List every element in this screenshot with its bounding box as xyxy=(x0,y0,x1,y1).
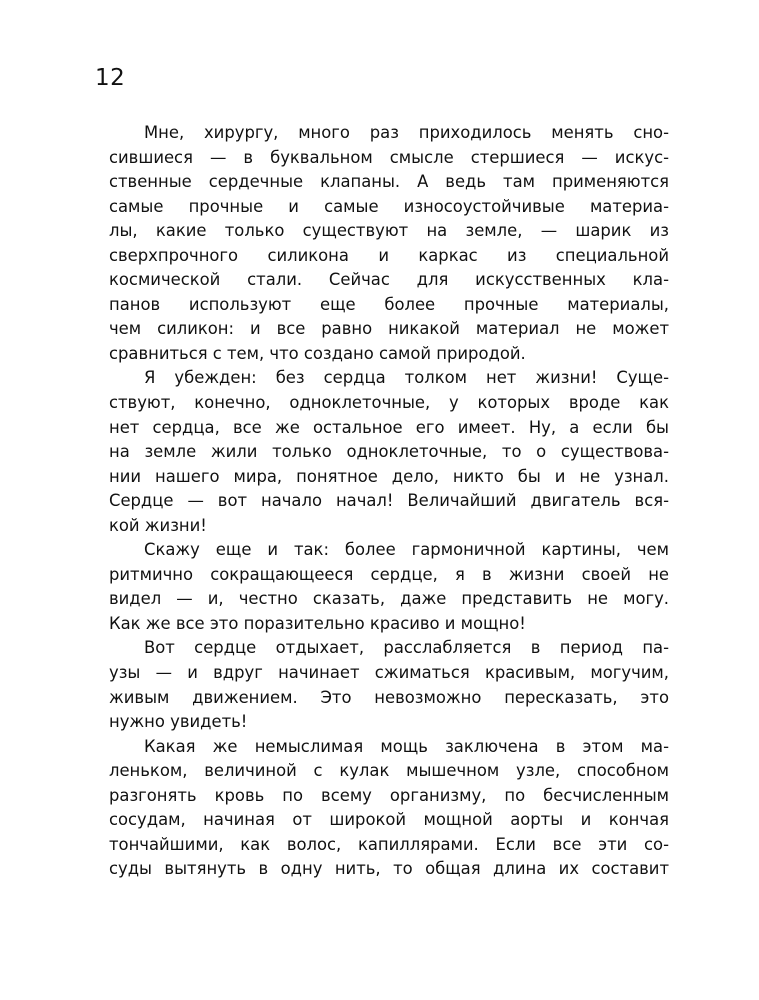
text-line: на земле жили только одноклеточные, то о существова- xyxy=(109,442,669,462)
text-line: сившиеся — в буквальном смысле стершиеся — искус- xyxy=(109,147,669,167)
text-line: ритмично сокращающееся сердце, я в жизни своей не xyxy=(109,564,669,584)
text-line: Какая же немыслимая мощь заключена в этом ма- xyxy=(144,736,669,756)
text-line: сверхпрочного силикона и каркас из специальной xyxy=(109,245,669,265)
text-line: лы, какие только существуют на земле, — шарик из xyxy=(109,221,669,241)
text-line: кой жизни! xyxy=(109,515,207,535)
page-number: 12 xyxy=(95,65,126,91)
text-line: Скажу еще и так: более гармоничной картины, чем xyxy=(144,540,669,560)
text-line: леньком, величиной с кулак мышечном узле, способном xyxy=(109,761,669,781)
text-line: космической стали. Сейчас для искусственных кла- xyxy=(109,270,669,290)
text-line: узы — и вдруг начинает сжиматься красивым, могучим, xyxy=(109,663,669,683)
text-line: Сердце — вот начало начал! Величайший двигатель вся- xyxy=(109,491,669,511)
text-line: живым движением. Это невозможно пересказать, это xyxy=(109,687,669,707)
text-line: панов используют еще более прочные материалы, xyxy=(109,294,669,314)
text-line: видел — и, честно сказать, даже представить не могу. xyxy=(109,589,669,609)
text-line: нии нашего мира, понятное дело, никто бы и не узнал. xyxy=(109,466,669,486)
text-line: тончайшими, как волос, капиллярами. Если все эти со- xyxy=(109,834,669,854)
text-line: Я убежден: без сердца толком нет жизни! Суще- xyxy=(144,368,669,388)
text-line: самые прочные и самые износоустойчивые материа- xyxy=(109,196,669,216)
text-line: суды вытянуть в одну нить, то общая длина их составит xyxy=(109,859,669,879)
text-line: нет сердца, все же остальное его имеет. Ну, а если бы xyxy=(109,417,669,437)
text-line: Мне, хирургу, много раз приходилось менять сно- xyxy=(144,123,669,142)
text-line: сосудам, начиная от широкой мощной аорты и кончая xyxy=(109,810,669,830)
text-line: Как же все это поразительно красиво и мощно! xyxy=(109,613,526,633)
text-line: сравниться с тем, что создано самой природой. xyxy=(109,343,526,363)
text-line: нужно увидеть! xyxy=(109,712,248,732)
body-text xyxy=(109,121,669,882)
text-line: чем силикон: и все равно никакой материал не может xyxy=(109,319,669,339)
text-line: ственные сердечные клапаны. А ведь там применяются xyxy=(109,172,669,192)
text-line: Вот сердце отдыхает, расслабляется в период па- xyxy=(144,638,669,658)
text-line: разгонять кровь по всему организму, по бесчисленным xyxy=(109,785,669,805)
text-line: ствуют, конечно, одноклеточные, у которых вроде как xyxy=(109,393,669,413)
